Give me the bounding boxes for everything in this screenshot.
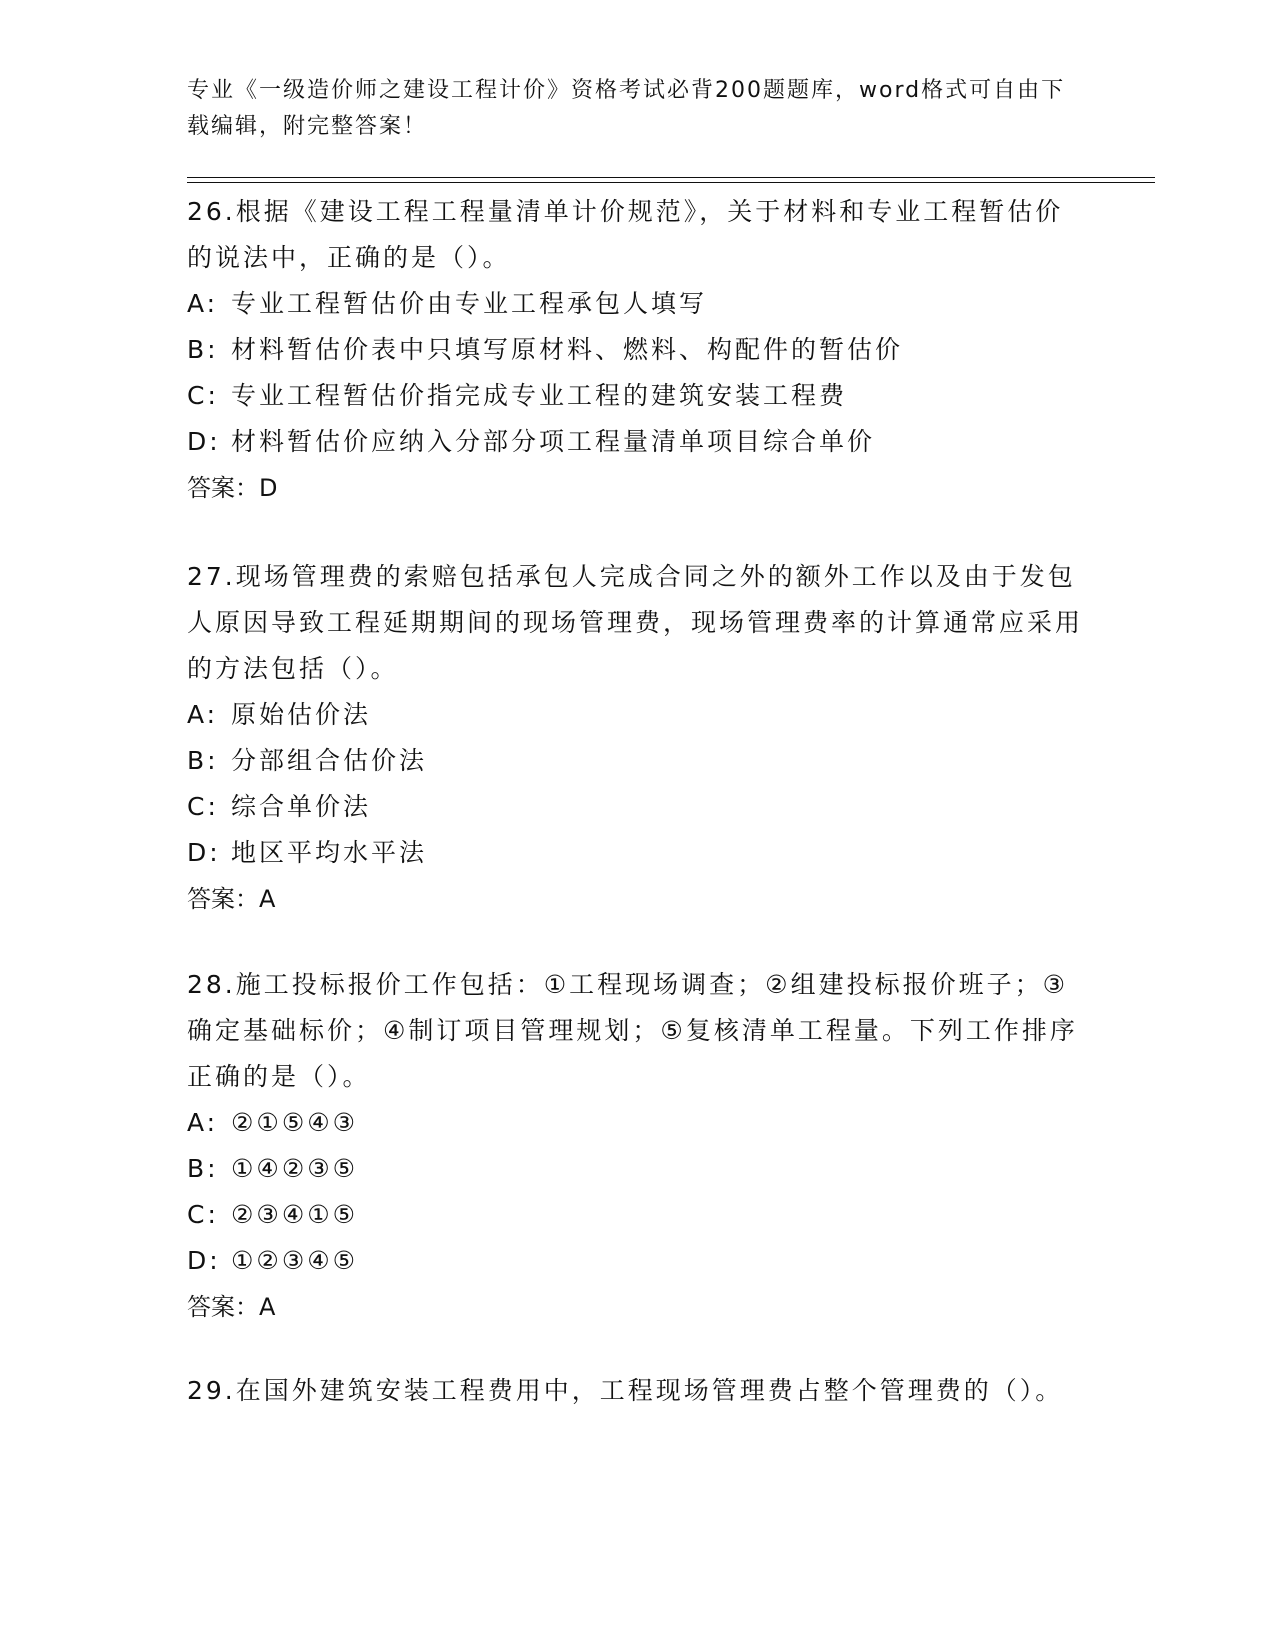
question-stem: 26.根据《建设工程工程量清单计价规范》，关于材料和专业工程暂估价的说法中，正确的是（）。 xyxy=(187,197,1064,272)
option-key: D: xyxy=(187,838,221,867)
option-key: A: xyxy=(187,700,219,729)
question-stem: 27.现场管理费的索赔包括承包人完成合同之外的额外工作以及由于发包人原因导致工程延期期间的现场管理费，现场管理费率的计算通常应采用的方法包括（）。 xyxy=(187,562,1084,683)
option-text: 专业工程暂估价由专业工程承包人填写 xyxy=(231,289,708,318)
option-c xyxy=(187,784,1087,830)
option-text: 地区平均水平法 xyxy=(231,838,428,867)
option-key: B: xyxy=(187,746,219,775)
option-key: A: xyxy=(187,289,219,318)
option-d xyxy=(187,1238,1087,1284)
question-28 xyxy=(187,962,1087,1330)
option-b xyxy=(187,738,1087,784)
option-text: 综合单价法 xyxy=(231,792,372,821)
option-text: ②①⑤④③ xyxy=(231,1108,359,1137)
question-26 xyxy=(187,189,1087,511)
option-key: C: xyxy=(187,1200,219,1229)
option-d xyxy=(187,419,1087,465)
answer-line: 答案：A xyxy=(187,885,276,913)
question-27 xyxy=(187,554,1087,922)
option-c xyxy=(187,373,1087,419)
header-divider-double xyxy=(187,182,1155,183)
option-key: D: xyxy=(187,427,221,456)
option-text: 专业工程暂估价指完成专业工程的建筑安装工程费 xyxy=(231,381,848,410)
option-key: A: xyxy=(187,1108,219,1137)
question-29 xyxy=(187,1368,1087,1414)
document-header: 专业《一级造价师之建设工程计价》资格考试必背200题题库，word格式可自由下载编辑，附完整答案！ xyxy=(187,78,1066,139)
option-d xyxy=(187,830,1087,876)
question-stem: 29.在国外建筑安装工程费用中，工程现场管理费占整个管理费的（）。 xyxy=(187,1376,1064,1405)
option-a xyxy=(187,692,1087,738)
option-key: C: xyxy=(187,381,219,410)
option-text: 材料暂估价应纳入分部分项工程量清单项目综合单价 xyxy=(231,427,876,456)
answer-line: 答案：A xyxy=(187,1293,276,1321)
option-text: 原始估价法 xyxy=(231,700,372,729)
answer-line: 答案：D xyxy=(187,474,278,502)
option-text: ②③④①⑤ xyxy=(231,1200,359,1229)
option-a xyxy=(187,1100,1087,1146)
question-stem: 28.施工投标报价工作包括：①工程现场调查；②组建投标报价班子；③确定基础标价；④制订项目管理规划；⑤复核清单工程量。下列工作排序正确的是（）。 xyxy=(187,970,1078,1091)
option-b xyxy=(187,1146,1087,1192)
option-text: ①④②③⑤ xyxy=(231,1154,359,1183)
option-text: 分部组合估价法 xyxy=(231,746,428,775)
option-c xyxy=(187,1192,1087,1238)
option-text: 材料暂估价表中只填写原材料、燃料、构配件的暂估价 xyxy=(231,335,904,364)
option-b xyxy=(187,327,1087,373)
option-a xyxy=(187,281,1087,327)
option-key: C: xyxy=(187,792,219,821)
option-text: ①②③④⑤ xyxy=(231,1246,359,1275)
header-divider xyxy=(187,177,1155,178)
option-key: B: xyxy=(187,1154,219,1183)
option-key: B: xyxy=(187,335,219,364)
option-key: D: xyxy=(187,1246,221,1275)
